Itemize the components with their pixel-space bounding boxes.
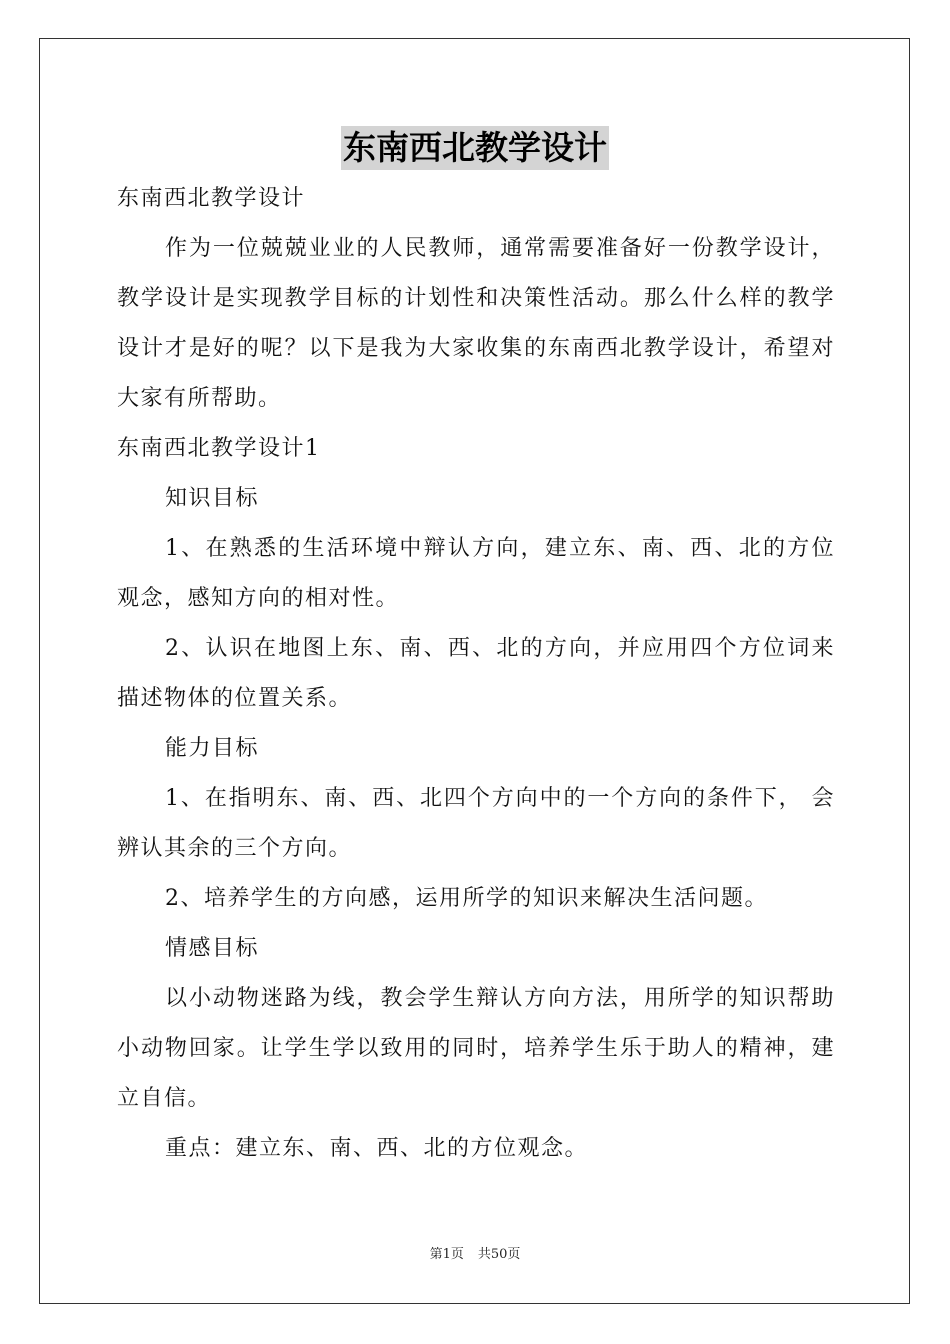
paragraph: 情感目标 (165, 936, 260, 961)
paragraph: 东南西北教学设计 (117, 186, 306, 211)
paragraph: 东南西北教学设计1 (117, 436, 321, 461)
page-total: 共50页 (477, 1247, 521, 1262)
paragraph: 能力目标 (165, 736, 260, 761)
document-body (117, 174, 835, 1174)
paragraph: 作为一位兢兢业业的人民教师，通常需要准备好一份教学设计，教学设计是实现教学目标的计划性和决策性活动。那么什么样的教学设计才是好的呢？以下是我为大家收集的东南西北教学设计，希望对大家有所帮助。 (117, 236, 835, 411)
title-container (0, 126, 950, 170)
document-title: 东南西北教学设计 (341, 126, 609, 170)
page-footer (0, 1245, 950, 1265)
paragraph: 1、在熟悉的生活环境中辩认方向，建立东、南、西、北的方位观念，感知方向的相对性。 (117, 536, 835, 611)
paragraph: 1、在指明东、南、西、北四个方向中的一个方向的条件下， 会辨认其余的三个方向。 (117, 786, 835, 861)
page-number: 第1页 (429, 1247, 464, 1262)
paragraph: 2、认识在地图上东、南、西、北的方向，并应用四个方位词来描述物体的位置关系。 (117, 636, 835, 711)
paragraph: 知识目标 (165, 486, 260, 511)
paragraph: 2、培养学生的方向感，运用所学的知识来解决生活问题。 (165, 886, 768, 911)
paragraph: 重点：建立东、南、西、北的方位观念。 (165, 1136, 589, 1161)
paragraph: 以小动物迷路为线，教会学生辩认方向方法，用所学的知识帮助小动物回家。让学生学以致用的同时，培养学生乐于助人的精神，建立自信。 (117, 986, 835, 1111)
